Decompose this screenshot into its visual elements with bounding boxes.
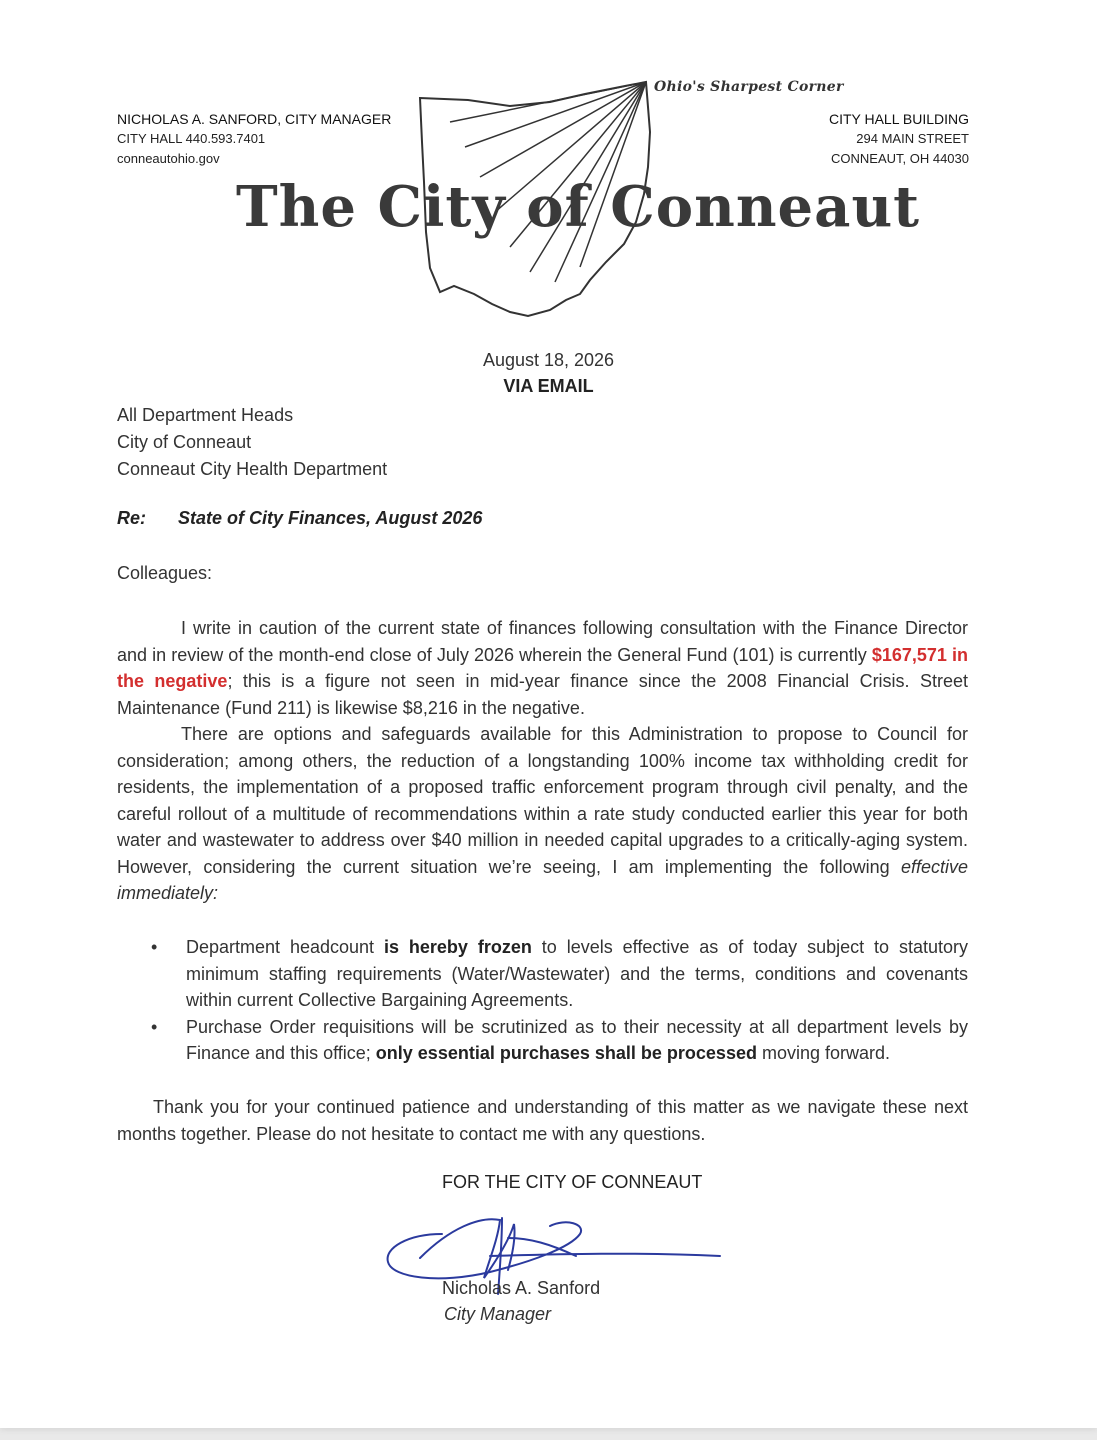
paragraph-options [117,721,968,907]
salutation: Colleagues: [117,563,213,583]
city-wordmark: The City of Conneaut [236,174,921,240]
paragraph-finances [117,615,968,721]
negative-balance-highlight: $167,571 in the negative [117,644,968,691]
delivery-method: VIA EMAIL [503,376,594,396]
signer-title: City Manager [444,1304,552,1324]
address-street: 294 MAIN STREET [856,131,969,146]
address-block [829,109,969,169]
sender-phone: CITY HALL 440.593.7401 [117,131,266,146]
measures-list [117,934,968,1067]
address-city: CONNEAUT, OH 44030 [831,151,969,166]
logo-tagline: Ohio's Sharpest Corner [654,79,844,95]
bullet-bold-text: only essential purchases shall be processed [375,1043,757,1063]
address-building: CITY HALL BUILDING [828,111,969,127]
list-item [117,1014,968,1067]
bullet-bold-text: is hereby frozen [383,937,532,957]
paragraph-text: I write in caution of the current state of finances following consultation with the Finance Director and in review of the month-end close of July 2026 wherein the General Fund (101) is currently [117,618,968,665]
letter-date: August 18, 2026 [482,350,615,370]
bullet-text: to levels effective as of today subject to statutory minimum staffing requirements (Water/Wastewater) and the terms, conditions and covenants within current Collective Bargaining Agreements. [186,937,969,1010]
recipients-block [117,402,387,483]
recipient-line: Conneaut City Health Department [117,459,388,479]
list-item [117,934,968,1014]
effective-immediately-text: effective immediately: [117,856,968,903]
paragraph-closing: Thank you for your continued patience and understanding of this matter as we navigate these next months together. Please do not hesitate to contact me with any questions. [117,1097,968,1144]
bullet-icon: • [151,1016,158,1037]
paragraph-text: There are options and safeguards available for this Administration to propose to Council for consideration; among others, the reduction of a longstanding 100% income tax withholding credit for residents, the implementation of a proposed traffic enforcement program through civil penalty, and the careful rollout of a multitude of recommendations within a rate study conducted earlier this year for both water and wastewater to address over $40 million in needed capital upgrades to a critically-aging system. However, considering the current situation we’re seeing, I am implementing the following [117,724,968,877]
recipient-line: City of Conneaut [117,432,252,452]
bullet-icon: • [151,937,158,957]
subject-line [117,508,482,529]
sender-name: NICHOLAS A. SANFORD, CITY MANAGER [117,111,392,127]
recipient-line: All Department Heads [117,405,294,425]
subject-text: State of City Finances, August 2026 [178,508,483,528]
subject-label: Re: [117,508,147,528]
bullet-text: Department headcount [186,937,384,957]
sender-website: conneautohio.gov [117,151,220,166]
bullet-text: moving forward. [756,1043,891,1063]
sender-block [117,109,391,169]
signer-name: Nicholas A. Sanford [442,1278,601,1298]
closing-line: FOR THE CITY OF CONNEAUT [442,1172,703,1192]
bullet-text: Purchase Order requisitions will be scrutinized as to their necessity at all department levels by Finance and this office; [186,1016,968,1063]
paragraph-text: ; this is a figure not seen in mid-year finance since the 2008 Financial Crisis. Street Maintenance (Fund 211) is likewise $8,216 in the negative. [117,671,968,718]
